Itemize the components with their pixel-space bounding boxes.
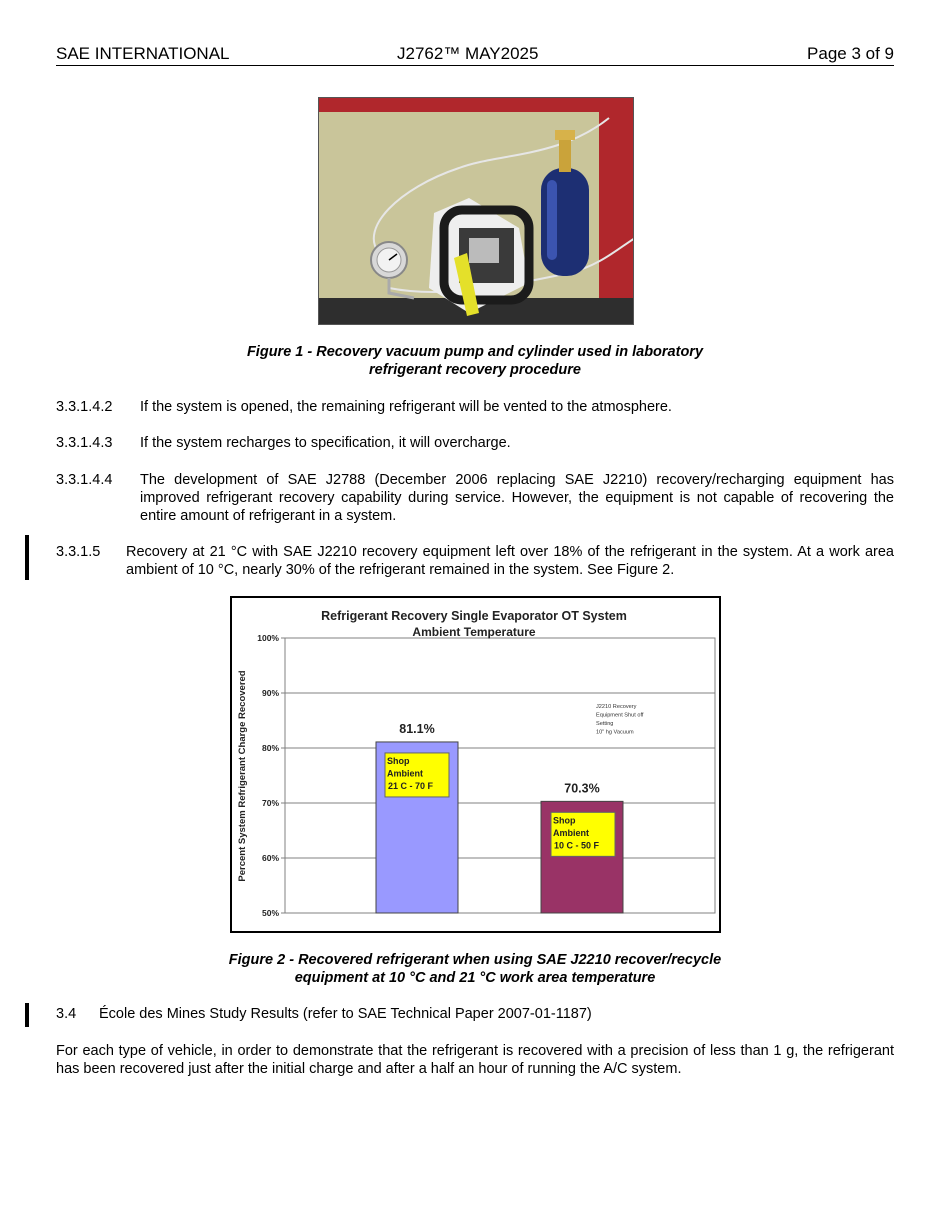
- bar-note-text: 10 C - 50 F: [554, 840, 600, 851]
- section-3-3-1-4-2: [56, 398, 894, 416]
- figure2-chart: [230, 596, 721, 933]
- y-tick-label: 50%: [261, 908, 279, 918]
- y-axis-label: Percent System Refrigerant Charge Recovered: [237, 670, 248, 882]
- bar-note-text: Ambient: [387, 768, 423, 779]
- figure1-caption-line1: Figure 1 - Recovery vacuum pump and cylinder used in laboratory: [246, 344, 704, 360]
- figure1-photo: [318, 97, 634, 325]
- figure2-caption-line2: equipment at 10 °C and 21 °C work area temperature: [294, 970, 656, 986]
- y-tick-label: 90%: [261, 688, 279, 698]
- section-text: If the system recharges to specification, it will overcharge.: [140, 435, 511, 451]
- bar-note-text: Shop: [553, 815, 576, 826]
- chart-annotation: [596, 704, 644, 736]
- figure2-caption: [56, 951, 894, 987]
- section-heading: École des Mines Study Results (refer to SAE Technical Paper 2007-01-1187): [99, 1006, 592, 1022]
- section-number: 3.4: [56, 1006, 77, 1022]
- bars: [376, 722, 623, 913]
- header-page-number: Page 3 of 9: [807, 44, 894, 63]
- y-tick-label: 100%: [257, 633, 279, 643]
- y-tick-label: 70%: [261, 798, 279, 808]
- annotation-line: Setting: [596, 721, 614, 727]
- annotation-line: Equipment Shut off: [596, 712, 644, 719]
- change-bar: [25, 535, 29, 580]
- recovery-equipment-illustration: [319, 98, 634, 325]
- data-label: 70.3%: [564, 781, 600, 796]
- section-3-3-1-4-3: [56, 434, 894, 452]
- header-org: SAE INTERNATIONAL: [56, 44, 230, 63]
- paragraph-text: For each type of vehicle, in order to demonstrate that the refrigerant is recovered with a precision of less than 1 g, the refrigerant has been recovered just after the initial charge and after a half an hour of running the A/C system.: [56, 1043, 894, 1077]
- section-number: 3.3.1.5: [56, 544, 101, 560]
- section-number: 3.3.1.4.4: [56, 472, 113, 488]
- bar-note-text: Ambient: [553, 827, 589, 838]
- bar-note-text: Shop: [387, 755, 410, 766]
- figure1-caption-line2: refrigerant recovery procedure: [369, 362, 581, 378]
- section-3-4: [56, 1005, 894, 1023]
- bar-note-text: 21 C - 70 F: [388, 780, 434, 791]
- section-text: The development of SAE J2788 (December 2006 replacing SAE J2210) recovery/recharging equipment has improved refrigerant recovery capability during service. However, the equipment is not capable of recovering the entire amount of refrigerant in a system.: [140, 472, 894, 524]
- page-header: [56, 44, 894, 66]
- chart-title-line1: Refrigerant Recovery Single Evaporator OT System: [321, 609, 627, 623]
- gridlines: [257, 633, 715, 918]
- data-label: 81.1%: [399, 721, 435, 736]
- closing-paragraph: [56, 1042, 894, 1078]
- section-3-3-1-4-4: [56, 471, 894, 525]
- figure1-caption: [56, 343, 894, 379]
- figure2-caption-line1: Figure 2 - Recovered refrigerant when using SAE J2210 recover/recycle: [228, 952, 722, 968]
- section-text: Recovery at 21 °C with SAE J2210 recovery equipment left over 18% of the refrigerant in the system. At a work area ambient of 10 °C, nearly 30% of the refrigerant remained in the system. See Figure 2.: [126, 544, 894, 578]
- annotation-line: 10" hg Vacuum: [596, 729, 634, 736]
- y-tick-label: 60%: [261, 853, 279, 863]
- section-number: 3.3.1.4.3: [56, 435, 113, 451]
- plot-area: [285, 638, 715, 913]
- change-bar: [25, 1003, 29, 1027]
- chart-title-line2: Ambient Temperature: [412, 625, 536, 639]
- section-text: If the system is opened, the remaining refrigerant will be vented to the atmosphere.: [140, 399, 672, 415]
- recovery-bar-chart: [232, 598, 719, 931]
- section-3-3-1-5: [56, 543, 894, 579]
- section-number: 3.3.1.4.2: [56, 399, 113, 415]
- header-doc-id: J2762™ MAY2025: [397, 44, 539, 63]
- annotation-line: J2210 Recovery: [596, 704, 637, 710]
- y-tick-label: 80%: [261, 743, 279, 753]
